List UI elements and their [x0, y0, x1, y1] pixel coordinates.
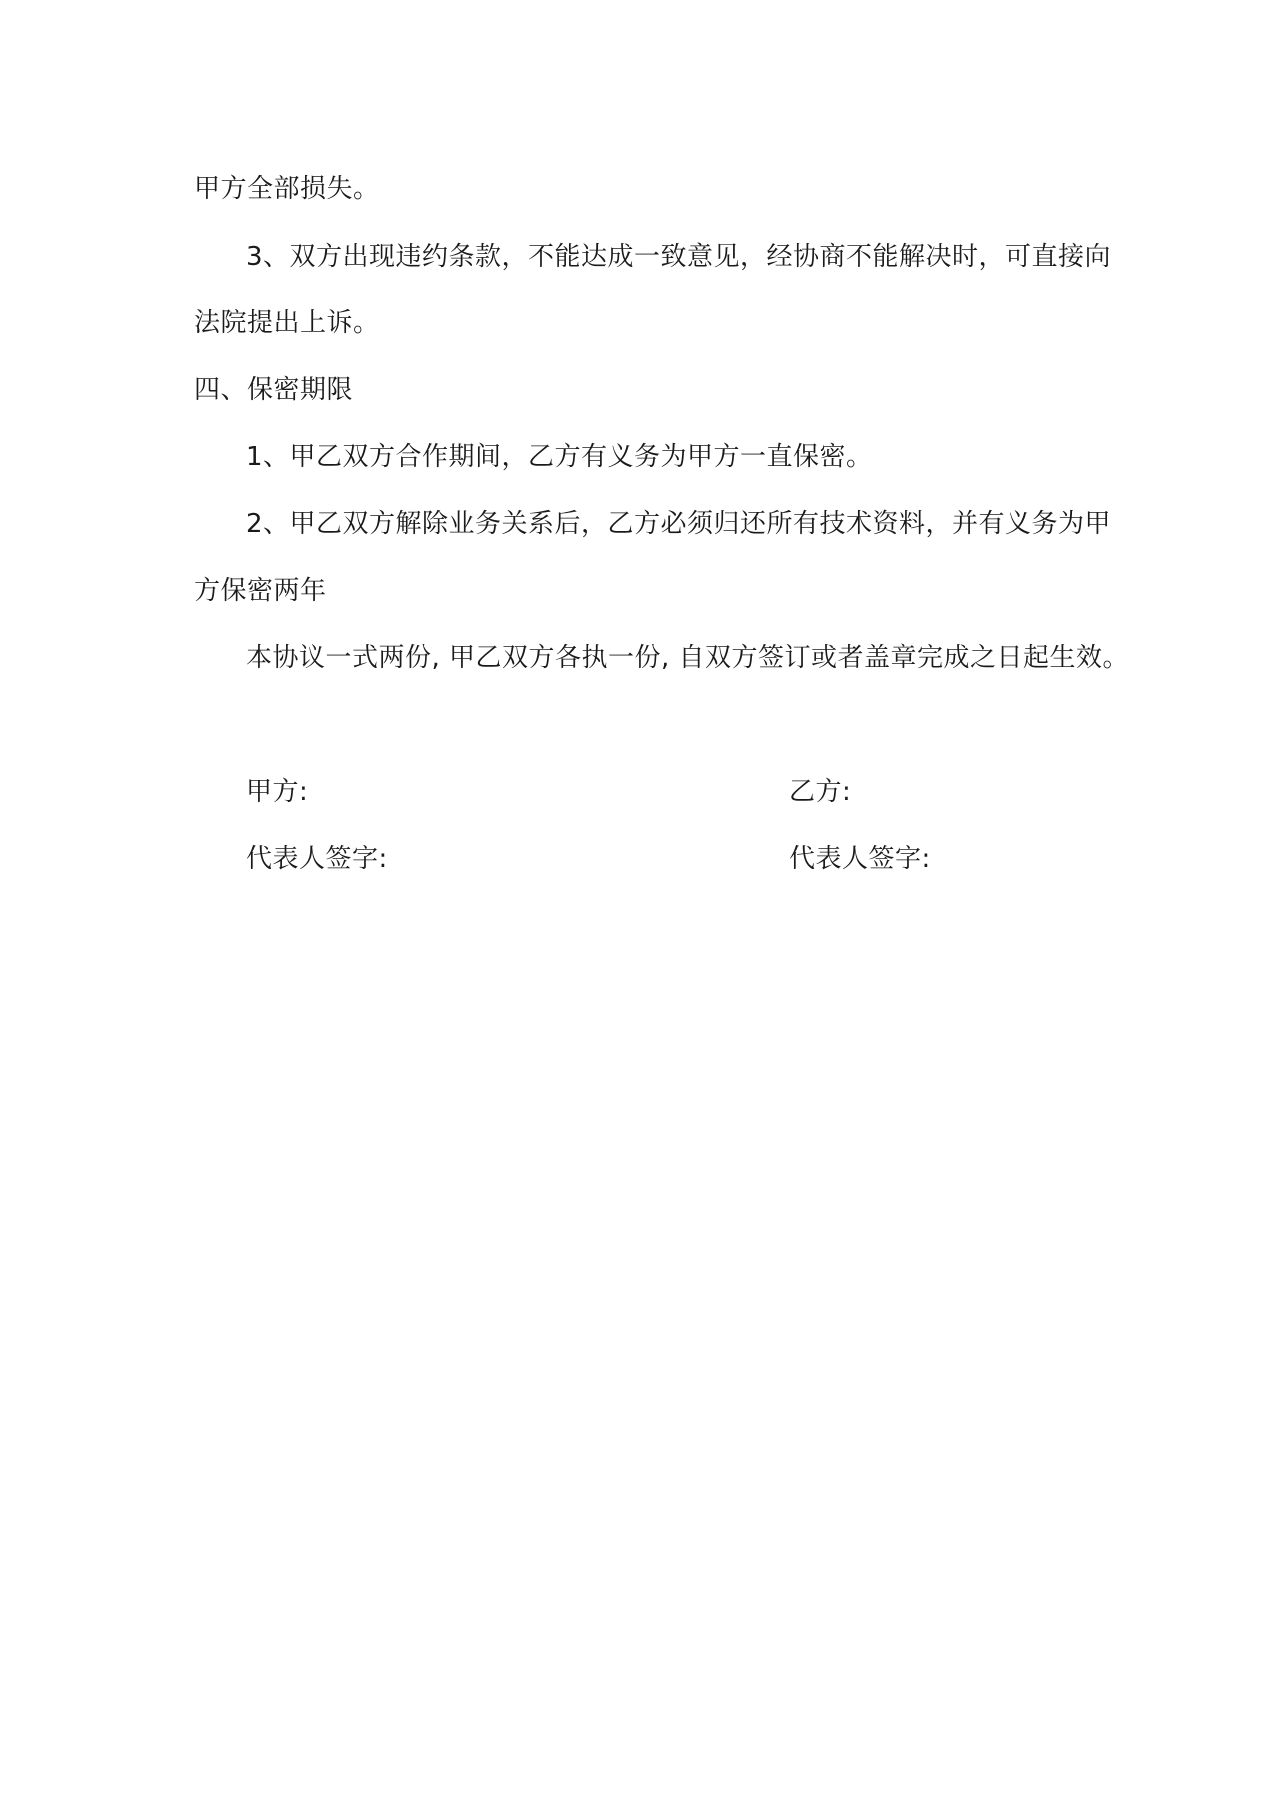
clause-3-line-1: 3、双方出现违约条款，不能达成一致意见，经协商不能解决时，可直接向	[246, 242, 1112, 272]
party-b-representative-label: 代表人签字:	[789, 844, 931, 874]
section-heading-confidentiality-period: 四、保密期限	[194, 375, 354, 405]
party-a-representative-label: 代表人签字:	[246, 844, 388, 874]
party-b-label: 乙方:	[789, 777, 852, 807]
effective-clause: 本协议一式两份, 甲乙双方各执一份, 自双方签订或者盖章完成之日起生效。	[246, 643, 1130, 673]
paragraph-line-1: 甲方全部损失。	[194, 174, 380, 204]
party-a-label: 甲方:	[246, 777, 309, 807]
clause-2-line-1: 2、甲乙双方解除业务关系后，乙方必须归还所有技术资料，并有义务为甲	[246, 509, 1112, 539]
clause-1-line: 1、甲乙双方合作期间，乙方有义务为甲方一直保密。	[246, 442, 873, 472]
clause-2-line-2: 方保密两年	[194, 576, 327, 606]
clause-3-line-2: 法院提出上诉。	[194, 308, 380, 338]
